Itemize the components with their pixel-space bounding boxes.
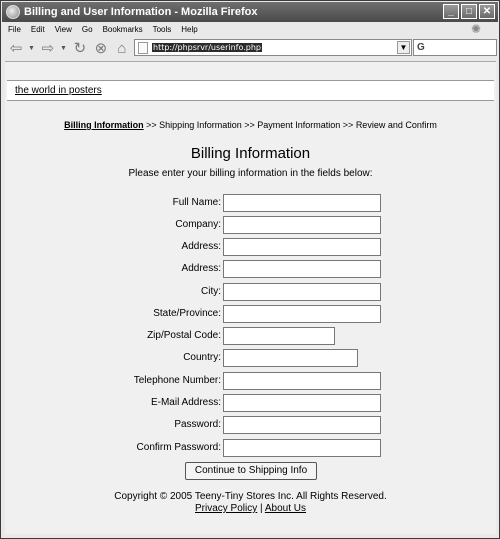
company-input[interactable] (223, 216, 381, 234)
address-line1-input[interactable] (223, 238, 381, 256)
menu-edit[interactable]: Edit (30, 25, 45, 34)
continue-to-shipping-button[interactable]: Continue to Shipping Info (185, 462, 317, 480)
back-arrow-icon[interactable]: ⇦ (9, 40, 23, 57)
checkout-breadcrumb (5, 120, 496, 130)
field-label: Company: (175, 219, 221, 230)
window-title: Billing and User Information - Mozilla Firefox (24, 6, 258, 18)
page-icon (138, 42, 148, 54)
stop-icon[interactable]: ⊗ (94, 40, 108, 57)
telephone-input[interactable] (223, 372, 381, 390)
window-controls (443, 4, 495, 19)
field-label: Telephone Number: (133, 375, 221, 386)
minimize-button[interactable]: _ (443, 4, 459, 19)
home-icon[interactable]: ⌂ (117, 39, 127, 57)
breadcrumb-separator: >> (241, 120, 258, 130)
menu-bookmarks[interactable]: Bookmarks (102, 25, 143, 34)
form-row (5, 216, 496, 236)
form-row (5, 194, 496, 214)
field-label: E-Mail Address: (150, 397, 221, 408)
form-row (5, 416, 496, 436)
throbber-icon: ✺ (471, 22, 482, 36)
form-row (5, 327, 496, 347)
menu-tools[interactable]: Tools (152, 25, 172, 34)
maximize-button[interactable]: □ (461, 4, 477, 19)
banner-link[interactable]: the world in posters (15, 85, 102, 96)
copyright-text: Copyright © 2005 Teeny-Tiny Stores Inc. All Rights Reserved. (114, 491, 387, 502)
reload-icon[interactable]: ↻ (73, 40, 87, 57)
field-label: Address: (181, 241, 221, 252)
breadcrumb-billing[interactable]: Billing Information (64, 120, 144, 130)
breadcrumb-review: Review and Confirm (355, 120, 437, 130)
form-row (5, 372, 496, 392)
field-label: Country: (183, 352, 221, 363)
address-line2-input[interactable] (223, 260, 381, 278)
close-button[interactable]: ✕ (479, 4, 495, 19)
field-label: Confirm Password: (136, 442, 221, 453)
url-text[interactable]: http://phpsrvr/userinfo.php (153, 43, 261, 52)
firefox-icon (6, 5, 20, 19)
footer-separator: | (257, 503, 265, 514)
about-us-link[interactable]: About Us (264, 503, 306, 514)
email-input[interactable] (223, 394, 381, 412)
form-row (5, 238, 496, 258)
title-bar (2, 2, 498, 22)
breadcrumb-separator: >> (143, 120, 160, 130)
state-province-input[interactable] (223, 305, 381, 323)
form-row (5, 283, 496, 303)
country-input[interactable] (223, 349, 358, 367)
site-banner (7, 80, 494, 101)
breadcrumb-shipping: Shipping Information (159, 120, 242, 130)
form-row (5, 394, 496, 414)
forward-arrow-icon[interactable]: ⇨ (41, 40, 55, 57)
field-label: Password: (174, 419, 221, 430)
form-row (5, 439, 496, 459)
menu-view[interactable]: View (54, 25, 72, 34)
full-name-input[interactable] (223, 194, 381, 212)
form-row (5, 305, 496, 325)
navigation-toolbar (2, 37, 498, 59)
google-search-icon[interactable]: G (417, 42, 425, 53)
url-dropdown-icon[interactable]: ▼ (397, 41, 410, 54)
forward-dropdown-icon[interactable]: ▼ (59, 44, 67, 52)
footer-links (5, 503, 496, 514)
intro-text: Please enter your billing information in the fields below: (128, 168, 373, 179)
breadcrumb-payment: Payment Information (257, 120, 341, 130)
form-row (5, 260, 496, 280)
city-input[interactable] (223, 283, 381, 301)
confirm-password-input[interactable] (223, 439, 381, 457)
zip-postal-code-input[interactable] (223, 327, 335, 345)
field-label: Full Name: (172, 197, 221, 208)
page-title: Billing Information (190, 145, 311, 162)
privacy-policy-link[interactable]: Privacy Policy (195, 503, 258, 514)
form-row (5, 349, 496, 369)
field-label: Zip/Postal Code: (147, 330, 221, 341)
breadcrumb-separator: >> (340, 120, 356, 130)
back-dropdown-icon[interactable]: ▼ (28, 44, 35, 52)
page-content (5, 61, 496, 534)
address-bar[interactable] (134, 39, 412, 56)
menu-bar (2, 22, 498, 37)
search-box[interactable] (413, 39, 497, 56)
password-input[interactable] (223, 416, 381, 434)
field-label: Address: (181, 263, 221, 274)
menu-help[interactable]: Help (181, 25, 198, 34)
menu-go[interactable]: Go (81, 25, 93, 34)
field-label: City: (201, 286, 221, 297)
menu-file[interactable]: File (8, 25, 21, 34)
field-label: State/Province: (153, 308, 221, 319)
